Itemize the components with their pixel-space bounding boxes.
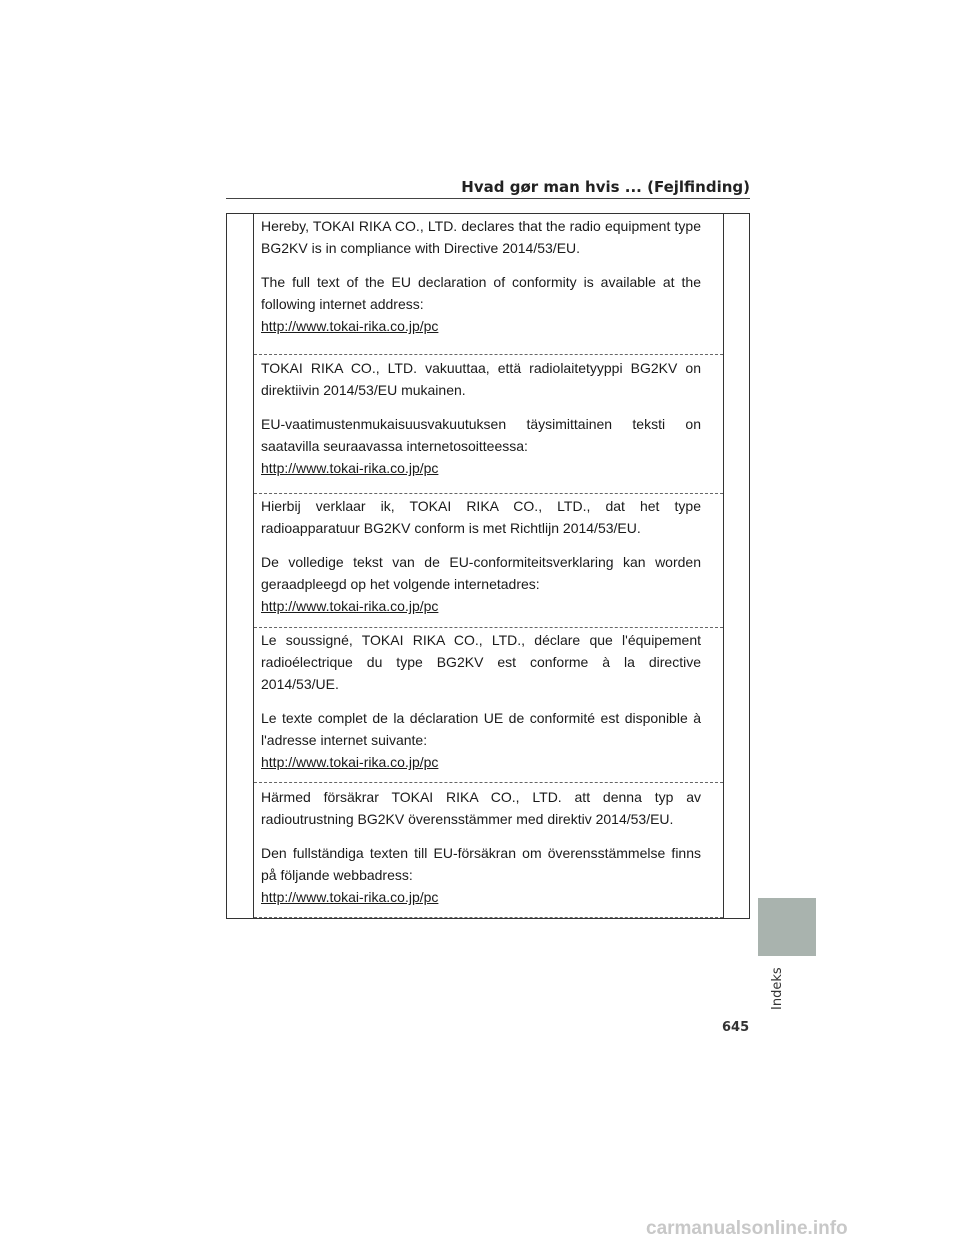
declaration-fi-link[interactable]: http://www.tokai-rika.co.jp/pc <box>261 460 439 476</box>
header-divider <box>226 198 750 199</box>
declaration-sv-link[interactable]: http://www.tokai-rika.co.jp/pc <box>261 889 439 905</box>
declaration-en-link[interactable]: http://www.tokai-rika.co.jp/pc <box>261 318 439 334</box>
declaration-en-availability-text: The full text of the EU declaration of conformity is available at the following internet address: <box>261 274 701 312</box>
declaration-nl-statement: Hierbij verklaar ik, TOKAI RIKA CO., LTD., dat het type radioapparatuur BG2KV conform is met Richtlijn 2014/53/EU. <box>261 498 701 536</box>
declaration-sv <box>254 784 723 918</box>
chapter-tab[interactable] <box>758 898 816 956</box>
declaration-nl <box>254 495 723 628</box>
declaration-fr-link[interactable]: http://www.tokai-rika.co.jp/pc <box>261 754 439 770</box>
declaration-fi-availability <box>261 413 701 479</box>
declaration-fi-statement: TOKAI RIKA CO., LTD. vakuuttaa, että radiolaitetyyppi BG2KV on direktiivin 2014/53/EU mukainen. <box>261 360 701 398</box>
declaration-fr-availability-text: Le texte complet de la déclaration UE de conformité est disponible à l'adresse internet suivante: <box>261 710 701 748</box>
declaration-en-availability <box>261 271 701 337</box>
declaration-fr <box>254 629 723 783</box>
declaration-en-statement: Hereby, TOKAI RIKA CO., LTD. declares that the radio equipment type BG2KV is in compliance with Directive 2014/53/EU. <box>261 218 701 256</box>
declaration-nl-availability <box>261 551 701 617</box>
declaration-fr-availability <box>261 707 701 773</box>
declaration-nl-link[interactable]: http://www.tokai-rika.co.jp/pc <box>261 598 439 614</box>
declaration-nl-availability-text: De volledige tekst van de EU-conformiteitsverklaring kan worden geraadpleegd op het volgende internetadres: <box>261 554 701 592</box>
chapter-tab-label: Indeks <box>770 967 785 1010</box>
page-number: 645 <box>722 1020 750 1035</box>
watermark-text: carmanualsonline.info <box>646 1218 848 1239</box>
declaration-sv-statement: Härmed försäkrar TOKAI RIKA CO., LTD. att denna typ av radioutrustning BG2KV överensstämmer med direktiv 2014/53/EU. <box>261 789 701 827</box>
page-header-title: Hvad gør man hvis ... (Fejlfinding) <box>461 178 750 196</box>
declaration-en <box>254 214 723 355</box>
declaration-fr-statement: Le soussigné, TOKAI RIKA CO., LTD., déclare que l'équipement radioélectrique du type BG2KV est conforme à la directive 2014/53/UE. <box>261 632 701 692</box>
declaration-sv-availability-text: Den fullständiga texten till EU-försäkran om överensstämmelse finns på följande webbadress: <box>261 845 701 883</box>
declaration-fi-availability-text: EU-vaatimustenmukaisuusvakuutuksen täysimittainen teksti on saatavilla seuraavassa internetosoitteessa: <box>261 416 701 454</box>
declaration-fi <box>254 356 723 494</box>
declaration-sv-availability <box>261 842 701 908</box>
